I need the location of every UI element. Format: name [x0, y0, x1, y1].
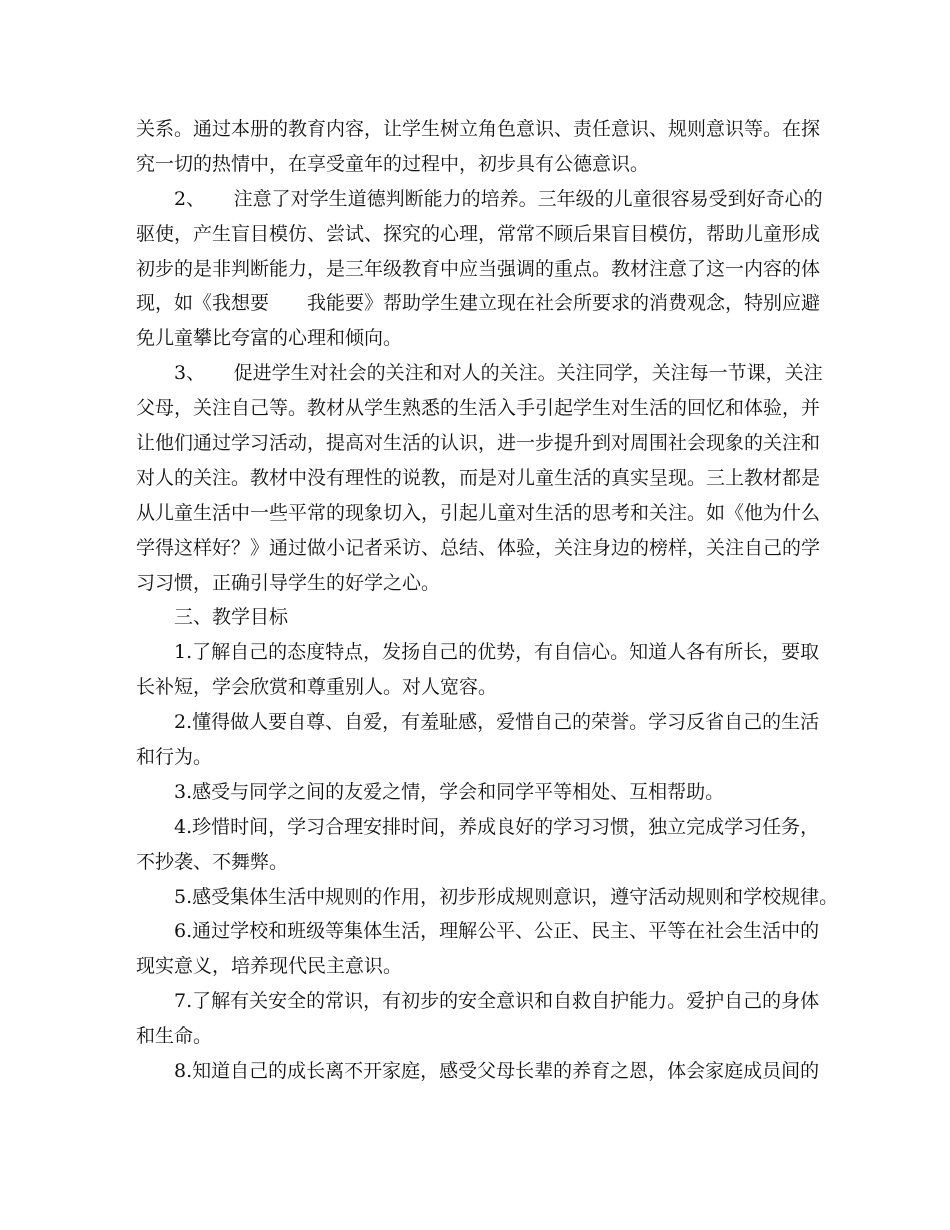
- text-line: 学得这样好？》通过做小记者采访、总结、体验，关注身边的榜样，关注自己的学: [136, 536, 821, 559]
- text-line: 2.懂得做人要自尊、自爱，有羞耻感，爱惜自己的荣誉。学习反省自己的生活: [174, 711, 820, 734]
- text-line: 关系。通过本册的教育内容，让学生树立角色意识、责任意识、规则意识等。在探: [136, 118, 821, 140]
- text-line: 长补短，学会欣赏和尊重别人。对人宽容。: [136, 676, 498, 699]
- text-line: 初步的是非判断能力，是三年级教育中应当强调的重点。教材注意了这一内容的体: [136, 257, 821, 280]
- text-line: 3、 促进学生对社会的关注和对人的关注。关注同学，关注每一节课，关注: [174, 362, 823, 385]
- text-line: 对人的关注。教材中没有理性的说教，而是对儿童生活的真实呈现。三上教材都是: [136, 466, 821, 489]
- text-line: 究一切的热情中，在享受童年的过程中，初步具有公德意识。: [136, 152, 650, 175]
- text-line: 习习惯，正确引导学生的好学之心。: [136, 571, 441, 594]
- text-line: 免儿童攀比夸富的心理和倾向。: [136, 327, 403, 350]
- text-line: 驱使，产生盲目模仿、尝试、探究的心理，常常不顾后果盲目模仿，帮助儿童形成: [136, 222, 821, 245]
- text-line: 和生命。: [136, 1025, 213, 1048]
- text-line: 4.珍惜时间，学习合理安排时间，养成良好的学习习惯，独立完成学习任务，: [174, 815, 820, 838]
- text-line: 和行为。: [136, 746, 213, 769]
- text-line: 现，如《我想要 我能要》帮助学生建立现在社会所要求的消费观念，特别应避: [136, 292, 821, 315]
- text-line: 从儿童生活中一些平常的现象切入，引起儿童对生活的思考和关注。如《他为什么: [136, 501, 821, 524]
- text-line: 2、 注意了对学生道德判断能力的培养。三年级的儿童很容易受到好奇心的: [174, 187, 823, 210]
- text-line: 5.感受集体生活中规则的作用，初步形成规则意识，遵守活动规则和学校规律。: [174, 885, 839, 908]
- text-line: 8.知道自己的成长离不开家庭，感受父母长辈的养育之恩，体会家庭成员间的: [174, 1060, 820, 1083]
- section-heading: 三、教学目标: [174, 606, 289, 629]
- text-line: 3.感受与同学之间的友爱之情，学会和同学平等相处、互相帮助。: [174, 780, 725, 803]
- text-line: 父母，关注自己等。教材从学生熟悉的生活入手引起学生对生活的回忆和体验，并: [136, 397, 821, 420]
- text-line: 6.通过学校和班级等集体生活，理解公平、公正、民主、平等在社会生活中的: [174, 920, 820, 943]
- text-line: 7.了解有关安全的常识，有初步的安全意识和自救自护能力。爱护自己的身体: [174, 990, 820, 1013]
- text-line: 1.了解自己的态度特点，发扬自己的优势，有自信心。知道人各有所长，要取: [174, 641, 820, 664]
- text-line: 现实意义，培养现代民主意识。: [136, 955, 403, 978]
- document-body: [136, 112, 839, 1089]
- text-line: 不抄袭、不舞弊。: [136, 850, 289, 873]
- text-line: 让他们通过学习活动，提高对生活的认识，进一步提升到对周围社会现象的关注和: [136, 432, 821, 455]
